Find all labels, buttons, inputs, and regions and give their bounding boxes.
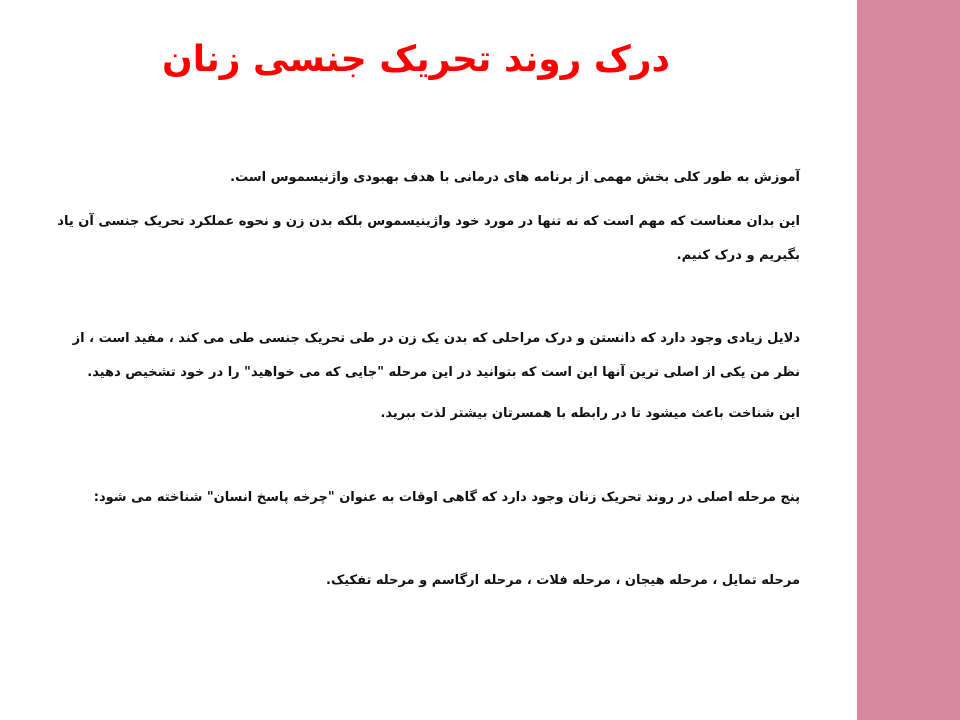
paragraph-meaning: این بدان معناست که مهم است که نه تنها در مورد خود واژینیسموس بلکه بدن زن و نحوه عملکرد تحریک جنسی آن یاد بگیریم و درک کنیم. <box>57 214 800 263</box>
paragraph-reasons: دلایل زیادی وجود دارد که دانستن و درک مراحلی که بدن یک زن در طی تحریک جنسی طی می کند ، مفید است ، از نظر من یکی از اصلی ترین آنها این است که بتوانید در این مرحله "جایی که می خواهید" را در خود تشخیص دهید. <box>72 331 800 380</box>
paragraph-awareness: این شناخت باعث میشود تا در رابطه با همسرتان بیشتر لذت ببرید. <box>380 406 800 421</box>
paragraph-stage-list: مرحله تمایل ، مرحله هیجان ، مرحله فلات ، مرحله ارگاسم و مرحله تفکیک. <box>326 573 800 588</box>
paragraph-education: آموزش به طور کلی بخش مهمی از برنامه های درمانی با هدف بهبودی واژنیسموس است. <box>230 170 800 185</box>
slide-title: درک روند تحریک جنسی زنان <box>161 39 670 80</box>
paragraph-five-stages: پنج مرحله اصلی در روند تحریک زنان وجود دارد که گاهی اوقات به عنوان "چرخه پاسخ انسان" شناخته می شود: <box>93 490 800 505</box>
decorative-side-bar <box>857 0 960 720</box>
